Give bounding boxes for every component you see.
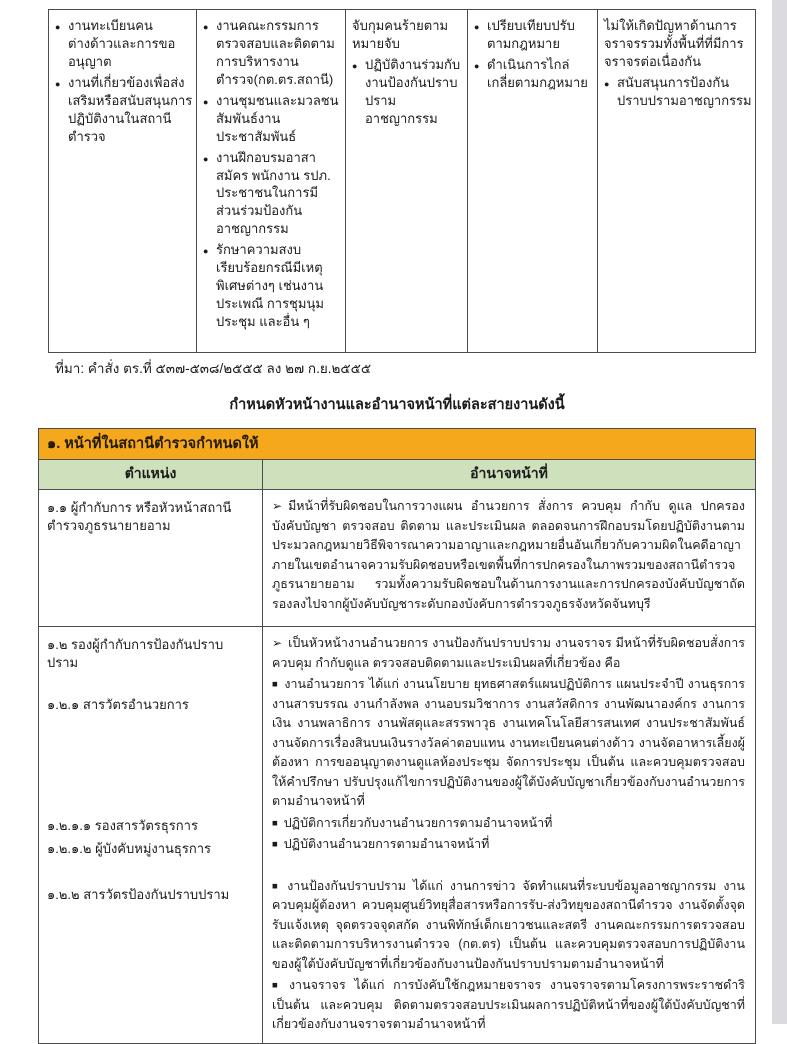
duty-text: จับกุมคนร้ายตามหมายจับ	[352, 18, 449, 51]
list-item	[352, 17, 464, 53]
duty-text: ไม่ให้เกิดปัญหาด้านการจราจรรวมทั้งพื้นที่ที่มีการจราจรต่อเนื่องกัน	[604, 18, 744, 69]
top-table-column-registration	[49, 10, 197, 352]
position-text: ๑.๒.๑ สารวัตรอำนวยการ	[47, 697, 189, 713]
bullet-icon: ●	[203, 22, 209, 32]
table-title-banner: ๑. หน้าที่ในสถานีตำรวจกำหนดให้	[39, 429, 755, 460]
duty-text: สนับสนุนการป้องกันปราบปรามอาชญากรรม	[617, 74, 752, 108]
table-row	[39, 627, 755, 1043]
list-item	[203, 241, 342, 331]
list-item	[352, 56, 464, 128]
authority-paragraph	[272, 976, 745, 1035]
duty-text: งานที่เกี่ยวข้องเพื่อส่งเสริมหรือสนับสนุนการปฏิบัติงานในสถานีตำรวจ	[68, 74, 193, 144]
bullet-icon: ●	[55, 22, 61, 32]
duty-authority-table	[38, 428, 756, 1044]
table-header-row	[39, 460, 755, 490]
bullet-icon: ●	[352, 60, 358, 71]
authority-paragraph	[272, 497, 745, 614]
position-text: ๑.๒.๑.๒ ผู้บังคับหมู่งานธุรการ	[47, 840, 211, 856]
top-table-column-fines	[468, 10, 598, 352]
bullet-icon: ●	[474, 22, 480, 32]
list-item	[203, 17, 342, 89]
position-text: ๑.๒.๒ สารวัตรป้องกันปราบปราม	[47, 886, 230, 902]
duty-text: ปฏิบัติงานร่วมกับงานป้องกันปราบปรามอาชญากรรม	[365, 56, 461, 126]
position-text: ๑.๑ ผู้กำกับการ หรือหัวหน้าสถานีตำรวจภูธรนายายอาม	[47, 500, 232, 534]
authority-cell	[263, 490, 755, 626]
authority-text: งานป้องกันปราบปราม ได้แก่ งานการข่าว จัดทำแผนที่ระบบข้อมูลอาชญากรรม งานควบคุมผู้ต้องหา ควบคุมศูนย์วิทยุสื่อสารหรือการรับ-ส่งวิทยุของสถานีตำรวจ งานจัดตั้งจุดรับแจ้งเหตุ จุดตรวจจุดสกัด งานพิทักษ์เด็กเยาวชนและสตรี งานคณะกรรมการตรวจสอบและติดตามการบริหารงานตำรวจ (กต.ตร) เป็นต้น และควบคุมตรวจสอบการปฏิบัติงานของผู้ใต้บังคับบัญชาที่เกี่ยวข้องกับงานป้องกันปราบปรามตามอำนาจหน้าที่	[272, 878, 745, 971]
authority-text: ปฏิบัติงานอำนวยการตามอำนาจหน้าที่	[283, 837, 490, 851]
table-row	[39, 490, 755, 627]
scan-edge-shadow	[772, 0, 787, 1024]
bullet-icon: ●	[474, 60, 480, 71]
authority-paragraph	[272, 814, 745, 834]
duty-text: รักษาความสงบเรียบร้อยกรณีมีเหตุพิเศษต่างๆ เช่นงานประเพณี การชุมนุมประชุม และอื่น ๆ	[216, 242, 324, 329]
list-item	[203, 92, 342, 146]
authority-text: งานจราจร ได้แก่ การบังคับใช้กฎหมายจราจร งานจราจรตามโครงการพระราชดำริ เป็นต้น และควบคุม ติดตามตรวจสอบประเมินผลการปฏิบัติหน้าที่ของผู้ใต้บังคับบัญชาที่เกี่ยวข้องกับงานจราจรตามอำนาจหน้าที่	[272, 978, 745, 1031]
duty-text: งานชุมชนและมวลชนสัมพันธ์งานประชาสัมพันธ์	[216, 92, 339, 144]
square-bullet-icon: ■	[272, 880, 282, 892]
position-cell	[39, 627, 263, 1043]
top-table-column-arrest	[346, 10, 468, 352]
authority-paragraph	[272, 835, 745, 855]
square-bullet-icon: ■	[272, 679, 279, 690]
bullet-icon: ●	[203, 96, 209, 107]
source-citation: ที่มา: คำสั่ง ตร.ที่ ๕๓๗-๕๓๘/๒๕๕๕ ลง ๒๗ ก.ย.๒๕๕๕	[55, 361, 372, 376]
square-bullet-icon: ■	[272, 839, 278, 850]
position-text: ๑.๒ รองผู้กำกับการป้องกันปราบปราม	[47, 637, 224, 671]
list-item	[474, 56, 594, 92]
list-item	[203, 149, 342, 239]
bullet-icon: ●	[203, 153, 209, 164]
duty-text: งานคณะกรรมการตรวจสอบและติดตามการบริหารงานตำรวจ(กต.ตร.สถานี)	[216, 18, 335, 87]
bullet-icon: ●	[55, 78, 61, 89]
position-cell	[39, 490, 263, 626]
arrow-bullet-icon: ➢	[272, 499, 283, 513]
duty-text: งานทะเบียนคนต่างด้าวและการขออนุญาต	[68, 18, 176, 69]
bullet-icon: ●	[203, 246, 209, 257]
list-item	[474, 17, 594, 53]
authority-text: ปฏิบัติการเกี่ยวกับงานอำนวยการตามอำนาจหน้าที่	[283, 815, 553, 830]
list-item	[604, 74, 752, 110]
top-table-column-community	[197, 10, 346, 352]
column-header-position: ตำแหน่ง	[39, 460, 263, 489]
top-table-column-traffic	[598, 10, 755, 352]
section-heading: กำหนดหัวหน้างานและอำนาจหน้าที่แต่ละสายงานดังนี้	[229, 397, 565, 413]
authority-text: เป็นหัวหน้างานอำนวยการ งานป้องกันปราบปราม งานจราจร มีหน้าที่รับผิดชอบสั่งการ ควบคุม กำกับดูแล ตรวจสอบติดตามและประเมินผลที่เกี่ยวข้อง คือ	[272, 636, 745, 670]
authority-paragraph	[272, 634, 745, 673]
bullet-icon: ●	[604, 78, 610, 89]
authority-text: งานอำนวยการ ได้แก่ งานนโยบาย ยุทธศาสตร์แผนปฏิบัติการ แผนประจำปี งานธุรการ งานสารบรรณ งานกำลังพล งานอบรมวิชาการ งานสวัสดิการ งานพัฒนาองค์กร งานการเงิน งานพลาธิการ งานพัสดุและสรรพาวุธ งานเทคโนโลยีสารสนเทศ งานประชาสัมพันธ์ งานจัดการเรื่องสินบนเงินรางวัลค่าตอบแทน งานทะเบียนคนต่างด้าว งานจัดอาหารเลี้ยงผู้ต้องหา การขออนุญาตงานดูแลห้องประชุม จัดการประชุม เป็นต้น และควบคุมตรวจสอบ ให้คำปรึกษา ปรับปรุงแก้ไขการปฏิบัติงานของผู้ใต้บังคับบัญชาเกี่ยวข้องกับงานอำนวยการตามอำนาจหน้าที่	[272, 677, 745, 808]
duty-text: ดำเนินการไกล่เกลี่ยตามกฎหมาย	[487, 56, 588, 90]
arrow-bullet-icon: ➢	[272, 636, 283, 650]
position-text: ๑.๒.๑.๑ รองสารวัตรธุรการ	[47, 817, 198, 833]
list-item	[55, 17, 193, 71]
list-item	[55, 74, 193, 146]
authority-text: มีหน้าที่รับผิดชอบในการวางแผน อำนวยการ สั่งการ ควบคุม กำกับ ดูแล ปกครองบังคับบัญชา ตรวจสอบ ติดตาม และประเมินผล ตลอดจนการฝึกอบรมโดยปฏิบัติงานตามประมวลกฎหมายวิธีพิจารณาความอาญาและกฎหมายอื่นอันเกี่ยวกับความผิดในคดีอาญาภายในเขตอำนาจความรับผิดชอบหรือเขตพื้นที่การปกครองในภาพรวมของสถานีตำรวจภูธรนายายอาม รวมทั้งความรับผิดชอบในด้านการงานและการปกครองบังคับบัญชาถัดรองลงไปจากผู้บังคับบัญชาระดับกองบังคับการตำรวจภูธรจังหวัดจันทบุรี	[272, 499, 745, 611]
authority-cell	[263, 627, 755, 1043]
authority-paragraph	[272, 675, 745, 812]
duty-text: เปรียบเทียบปรับตามกฎหมาย	[487, 18, 575, 51]
list-item	[604, 17, 752, 71]
column-header-authority: อำนาจหน้าที่	[470, 465, 548, 481]
duty-text: งานฝึกอบรมอาสาสมัคร พนักงาน รปภ. ประชาชนในการมีส่วนร่วมป้องกันอาชญากรรม	[216, 149, 331, 237]
square-bullet-icon: ■	[272, 817, 278, 829]
top-duties-table	[48, 9, 756, 353]
square-bullet-icon: ■	[272, 980, 283, 991]
authority-paragraph	[272, 877, 745, 975]
